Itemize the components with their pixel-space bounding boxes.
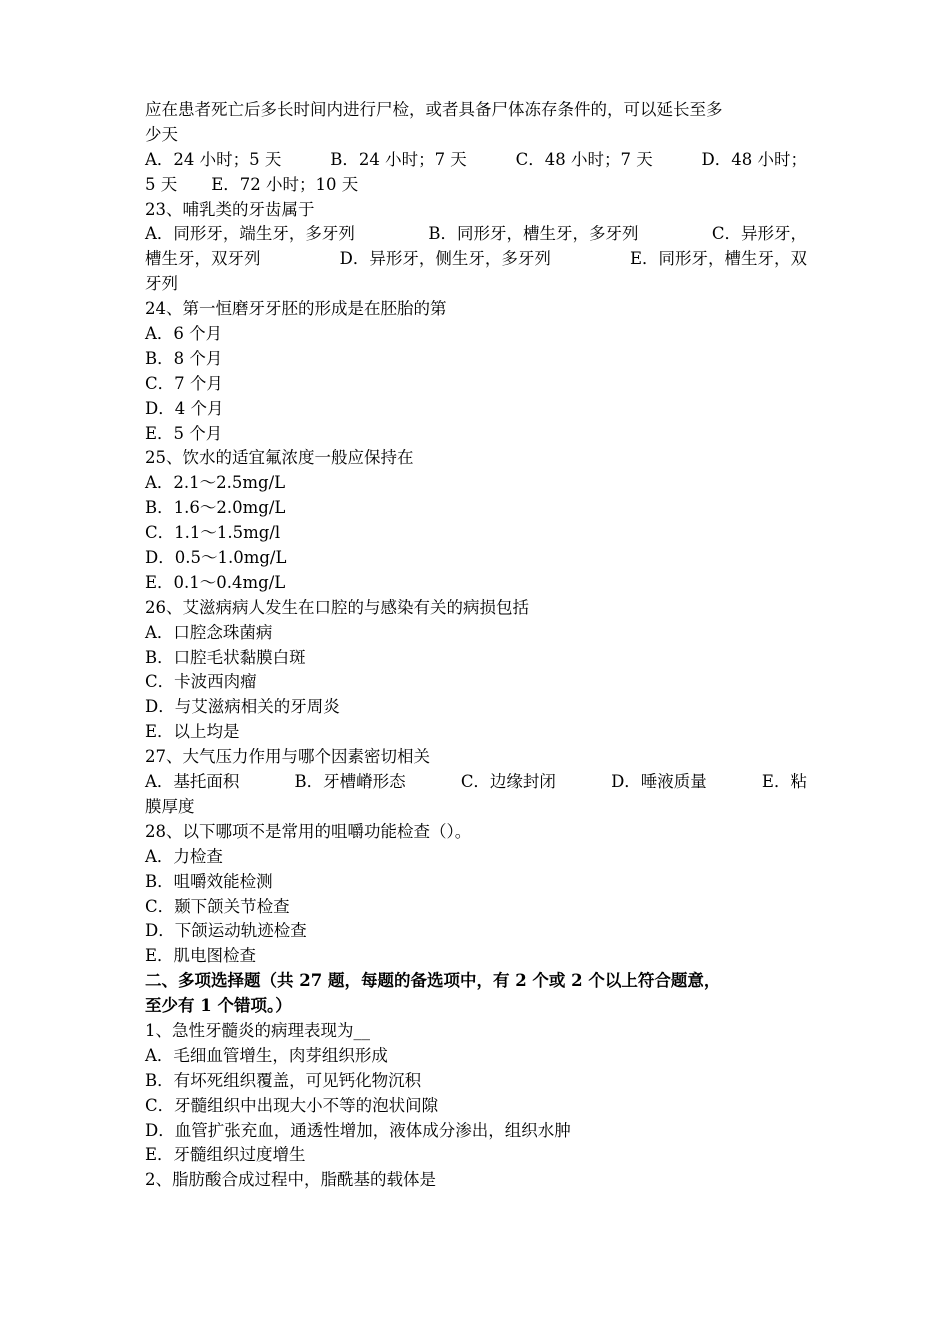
question-23-stem: 23、哺乳类的牙齿属于 [145,199,315,219]
question-22-option-b: B．24 小时；7 天 [330,149,467,169]
question-25-option-e: E．0.1～0.4mg/L [145,572,286,592]
multi-question-2-stem: 2、脂肪酸合成过程中，脂酰基的载体是 [145,1170,436,1190]
question-28-option-a: A．力检查 [145,846,223,866]
question-23-option-d: D．异形牙，侧生牙，多牙列 [339,249,551,269]
question-23-option-a: A．同形牙，端生牙，多牙列 [145,224,355,244]
question-28-option-d: D．下颌运动轨迹检查 [145,921,307,941]
document-body [145,98,807,1193]
question-25-option-b: B．1.6～2.0mg/L [145,498,286,518]
question-27-option-b: B．牙槽嵴形态 [294,772,406,792]
question-24-option-d: D．4 个月 [145,398,224,418]
question-27-option-d: D．唾液质量 [611,772,707,792]
multi-question-1-option-e: E．牙髓组织过度增生 [145,1145,306,1165]
question-26-option-a: A．口腔念珠菌病 [145,622,273,642]
multi-question-1-option-c: C．牙髓组织中出现大小不等的泡状间隙 [145,1095,439,1115]
question-22-options-row-1 [145,148,807,173]
question-28-option-b: B．咀嚼效能检测 [145,871,273,891]
question-22-option-c: C．48 小时；7 天 [515,149,653,169]
question-28-option-c: C．颞下颌关节检查 [145,896,290,916]
question-23-option-c-cont: 槽生牙，双牙列 [145,249,261,269]
question-26-option-d: D．与艾滋病相关的牙周炎 [145,697,340,717]
question-27-stem: 27、大气压力作用与哪个因素密切相关 [145,747,430,767]
question-24-option-a: A．6 个月 [145,324,223,344]
question-23-options-row-2 [145,247,807,272]
question-28-stem: 28、以下哪项不是常用的咀嚼功能检查（）。 [145,821,472,841]
question-25-stem: 25、饮水的适宜氟浓度一般应保持在 [145,448,414,468]
section-2-heading-line-2: 至少有 1 个错项。） [145,996,292,1016]
question-24-option-b: B．8 个月 [145,348,223,368]
question-24-option-c: C．7 个月 [145,373,223,393]
multi-question-1-option-b: B．有坏死组织覆盖，可见钙化物沉积 [145,1070,422,1090]
question-24-stem: 24、第一恒磨牙牙胚的形成是在胚胎的第 [145,299,447,319]
question-27-option-e: E．粘 [761,772,807,792]
section-2-heading-line-1: 二、多项选择题（共 27 题，每题的备选项中，有 2 个或 2 个以上符合题意， [145,971,721,991]
question-22-stem-line-1: 应在患者死亡后多长时间内进行尸检，或者具备尸体冻存条件的，可以延长至多 [145,100,723,119]
question-27-option-e-cont: 膜厚度 [145,796,195,816]
question-22-options-row-2 [145,173,807,198]
question-22-option-d: D．48 小时； [701,149,807,169]
question-22-option-e: E．72 小时；10 天 [211,174,359,194]
question-23-option-e: E．同形牙，槽生牙，双 [629,249,807,269]
question-26-stem: 26、艾滋病病人发生在口腔的与感染有关的病损包括 [145,597,529,617]
multi-question-1-option-a: A．毛细血管增生，肉芽组织形成 [145,1045,388,1065]
multi-question-1-stem: 1、急性牙髓炎的病理表现为__ [145,1020,370,1040]
question-23-option-e-cont: 牙列 [145,274,178,294]
question-27-options-row-1 [145,770,807,795]
question-22-option-a: A．24 小时；5 天 [145,149,282,169]
question-26-option-b: B．口腔毛状黏膜白斑 [145,647,306,667]
question-27-option-c: C．边缘封闭 [460,772,556,792]
question-22-option-d-cont: 5 天 [145,174,178,194]
question-27-option-a: A．基托面积 [145,772,240,792]
question-26-option-c: C．卡波西肉瘤 [145,672,257,692]
question-23-option-c: C．异形牙， [711,224,807,244]
question-26-option-e: E．以上均是 [145,722,240,742]
question-25-option-a: A．2.1～2.5mg/L [145,473,286,493]
question-25-option-d: D．0.5～1.0mg/L [145,548,287,568]
question-23-options-row-1 [145,222,807,247]
question-25-option-c: C．1.1～1.5mg/l [145,523,281,543]
question-22-stem-line-2: 少天 [145,124,178,144]
question-24-option-e: E．5 个月 [145,423,223,443]
multi-question-1-option-d: D．血管扩张充血，通透性增加，液体成分渗出，组织水肿 [145,1120,571,1140]
question-23-option-b: B．同形牙，槽生牙，多牙列 [428,224,639,244]
question-28-option-e: E．肌电图检查 [145,946,257,966]
